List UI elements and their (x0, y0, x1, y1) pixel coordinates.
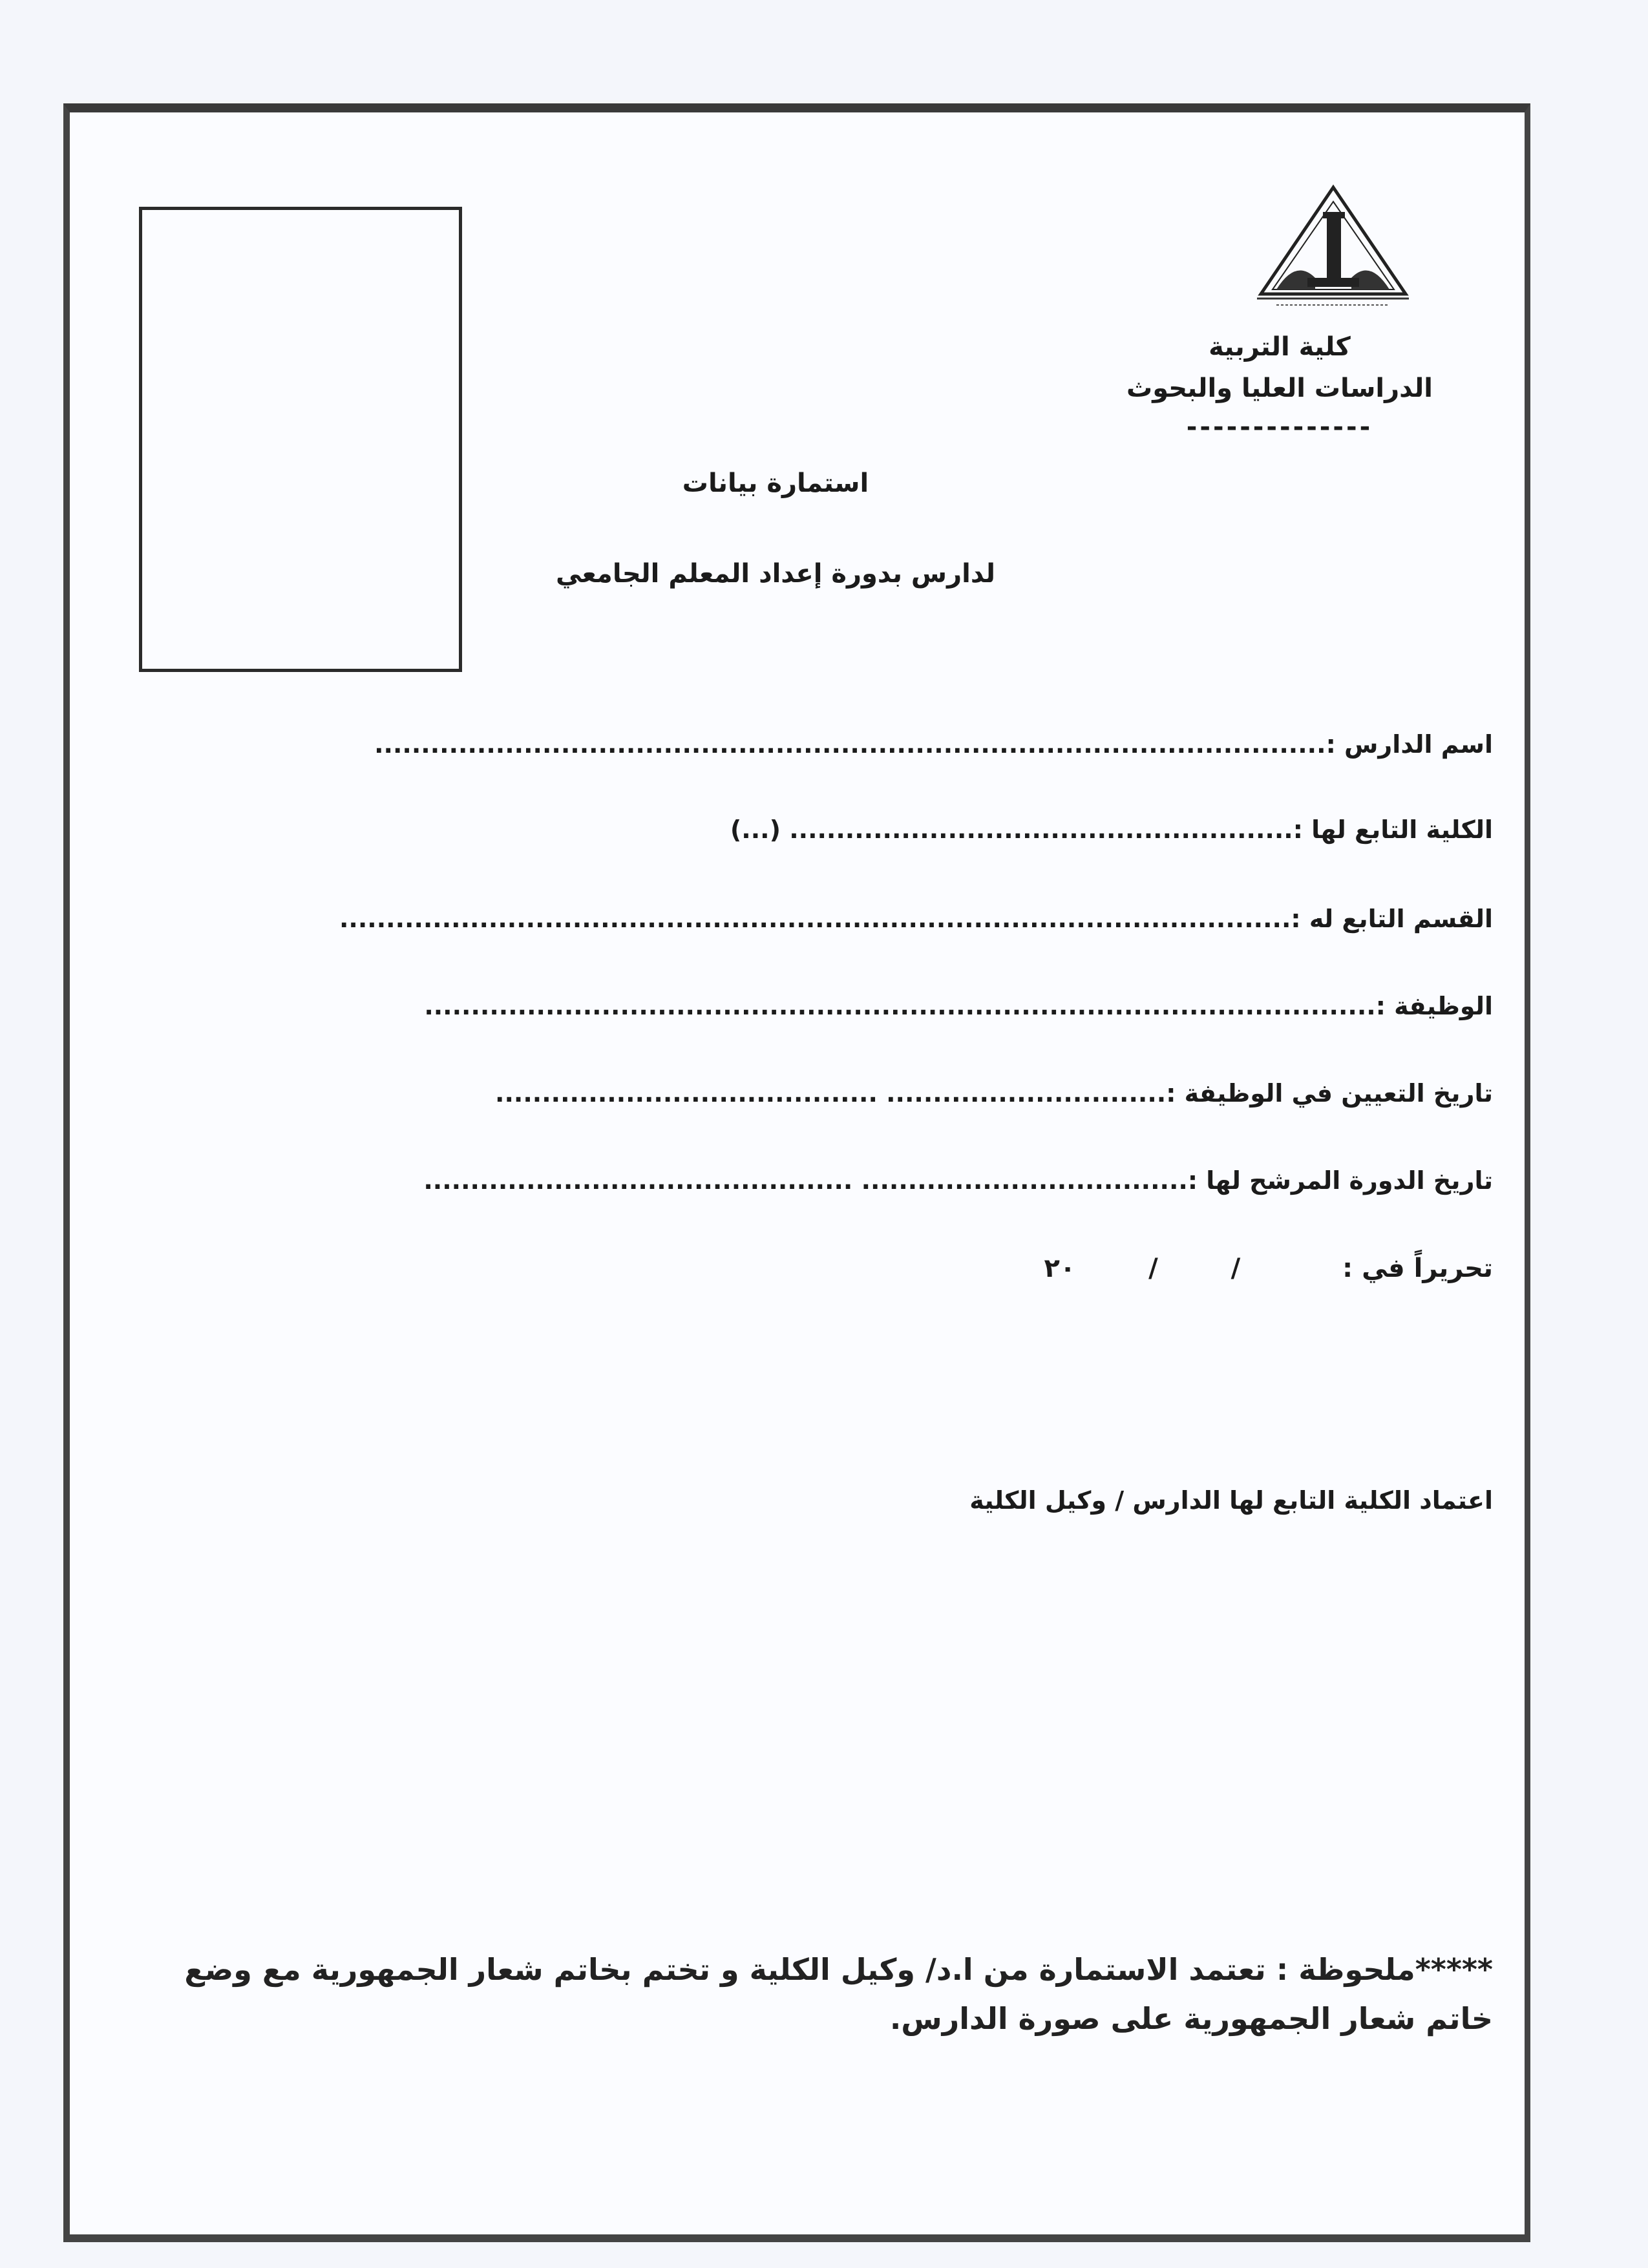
department-name: الدراسات العليا والبحوث (1126, 373, 1433, 403)
field-department[interactable] (339, 905, 1493, 933)
issue-date[interactable] (1002, 1254, 1493, 1283)
faculty-approval: اعتماد الكلية التابع لها الدارس / وكيل الكلية (969, 1486, 1493, 1515)
field-label: القسم التابع له : (1291, 905, 1493, 933)
field-label: تاريخ التعيين في الوظيفة : (1166, 1079, 1493, 1108)
field-faculty[interactable] (446, 815, 1493, 844)
date-slash: / (1231, 1254, 1241, 1283)
university-logo (1251, 181, 1415, 310)
field-job[interactable] (424, 992, 1493, 1020)
field-dots[interactable]: ................................... .............................................. (423, 1166, 1188, 1195)
field-label: الوظيفة : (1375, 992, 1493, 1020)
field-dots[interactable]: ...................................................................................................... (339, 905, 1291, 933)
field-dots[interactable]: .............................. ......................................... (495, 1079, 1167, 1108)
field-label: الكلية التابع لها : (1293, 815, 1493, 844)
header-divider: -------------- (1186, 412, 1373, 442)
note-line-2: خاتم شعار الجمهورية على صورة الدارس. (889, 2001, 1493, 2036)
field-label: تاريخ الدورة المرشح لها : (1187, 1166, 1493, 1195)
field-course-date[interactable] (423, 1166, 1493, 1195)
field-appointment-date[interactable] (446, 1079, 1493, 1108)
form-title: استمارة بيانات (682, 468, 869, 498)
photo-placeholder (139, 207, 462, 672)
date-year: ٢٠ (1044, 1254, 1076, 1283)
date-slash: / (1148, 1254, 1158, 1283)
field-dots[interactable]: ...................................................... (...) (730, 815, 1293, 844)
field-label: اسم الدارس : (1326, 730, 1493, 759)
issue-date-label: تحريراً في : (1342, 1254, 1493, 1283)
faculty-header (1099, 326, 1461, 445)
form-subtitle: لدارس بدورة إعداد المعلم الجامعي (556, 559, 995, 589)
field-student-name[interactable] (374, 730, 1493, 759)
field-dots[interactable]: ...................................................................................................... (374, 730, 1326, 759)
note (149, 1945, 1493, 2043)
note-line-1: *****ملحوظة : تعتمد الاستمارة من ا.د/ وكيل الكلية و تختم بخاتم شعار الجمهورية مع وضع (184, 1952, 1493, 1987)
faculty-name: كلية التربية (1209, 332, 1351, 362)
field-dots[interactable]: ...................................................................................................... (424, 992, 1376, 1020)
